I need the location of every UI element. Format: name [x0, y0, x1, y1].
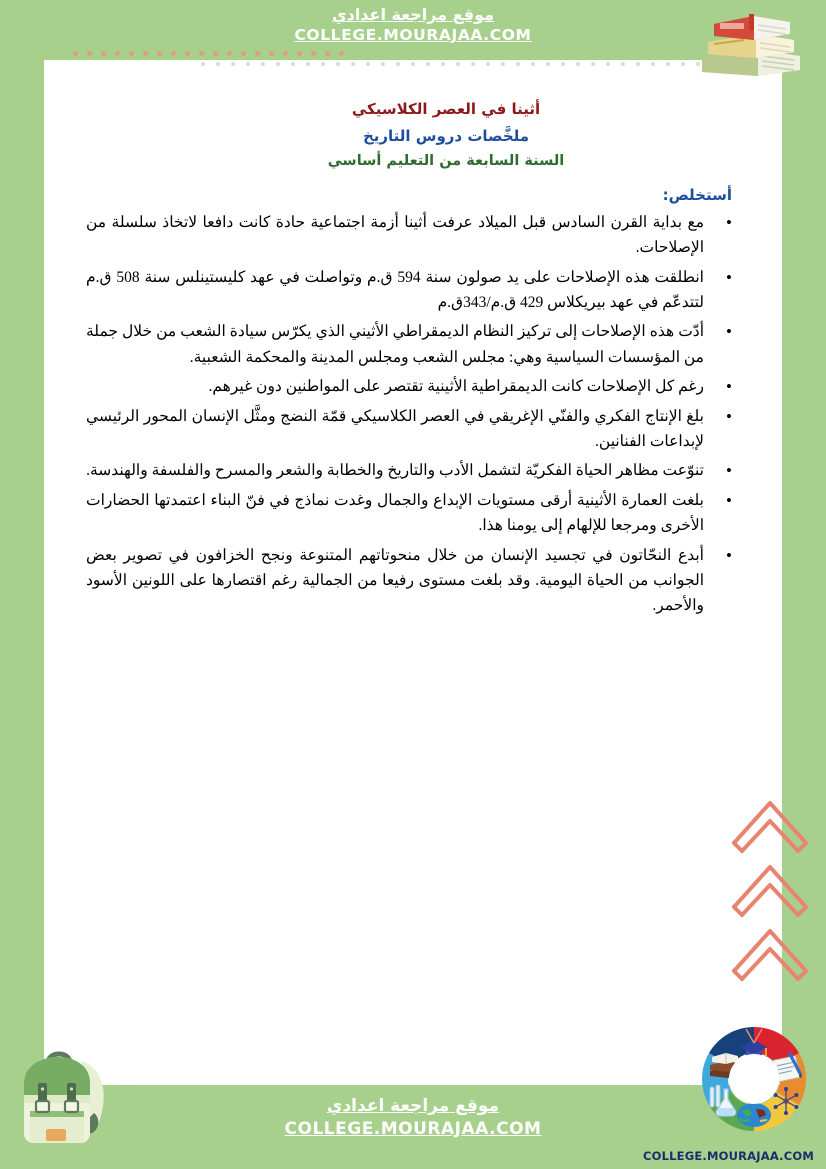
title-block [186, 98, 706, 173]
summary-bullet-list [86, 210, 738, 618]
site-banner-bottom [0, 1096, 826, 1139]
section-heading: أستخلص: [662, 186, 732, 204]
subject-title: ملخَّصات دروس التاريخ [362, 126, 530, 145]
stack-of-books-icon [688, 6, 808, 84]
list-item: • بلغ الإنتاج الفكري والفنّي الإغريقي في العصر الكلاسيكي قمّة النضج ومثَّل الإنسان المحور الرئيسي لإبداعات الفنانين. [86, 404, 738, 454]
site-url-top[interactable]: COLLEGE.MOURAJAA.COM [294, 26, 532, 45]
level-title: السنة السابعة من التعليم أساسي [327, 153, 565, 169]
site-name-arabic-footer: موقع مراجعة اعدادي [326, 1096, 500, 1117]
site-url-footer[interactable]: COLLEGE.MOURAJAA.COM [284, 1118, 542, 1139]
list-item: • تنوّعت مظاهر الحياة الفكريّة لتشمل الأدب والتاريخ والخطابة والشعر والمسرح والفلسفة والهندسة. [86, 458, 738, 483]
site-name-arabic: موقع مراجعة اعدادي [331, 5, 495, 24]
watermark-url: COLLEGE.MOURAJAA.COM [642, 1149, 814, 1163]
lesson-title: أثينا في العصر الكلاسيكي [351, 100, 541, 118]
left-green-band [0, 0, 44, 1169]
chevron-up-icon-group [728, 795, 814, 985]
list-item: • رغم كل الإصلاحات كانت الديمقراطية الأثينية تقتصر على المواطنين دون غيرهم. [86, 374, 738, 399]
list-item: • مع بداية القرن السادس قبل الميلاد عرفت أثينا أزمة اجتماعية حادة كانت دافعا لاتخاذ سلسلة من الإصلاحات. [86, 210, 738, 260]
list-item: • أدّت هذه الإصلاحات إلى تركيز النظام الديمقراطي الأثيني الذي يكرّس سيادة الشعب من خلال جملة من المؤسسات السياسية وهي: مجلس الشعب ومجلس المدينة والمحكمة الشعبية. [86, 319, 738, 369]
list-item: • أبدع النحّاتون في تجسيد الإنسان من خلال منحوتاتهم المتنوعة ونجح الخزافون في تصوير بعض الجوانب من الحياة اليومية. وقد بلغت مستوى رفيعا من الجمالية رغم اقتصارها على اللونين الأسود والأحمر. [86, 543, 738, 618]
coral-dots-decoration [44, 48, 344, 58]
list-item: • بلغت العمارة الأثينية أرقى مستويات الإبداع والجمال وغدت نماذج في فنّ البناء اعتمدتها الحضارات الأخرى ومرجعا للإلهام إلى يومنا هذا. [86, 488, 738, 538]
list-item: • انطلقت هذه الإصلاحات على يد صولون سنة 594 ق.م وتواصلت في عهد كليستينلس سنة 508 ق.م لتتدعّم في عهد بيريكلاس 429 ق.م/343ق.م [86, 265, 738, 315]
right-green-band [782, 0, 826, 1169]
summary-content [86, 210, 738, 623]
